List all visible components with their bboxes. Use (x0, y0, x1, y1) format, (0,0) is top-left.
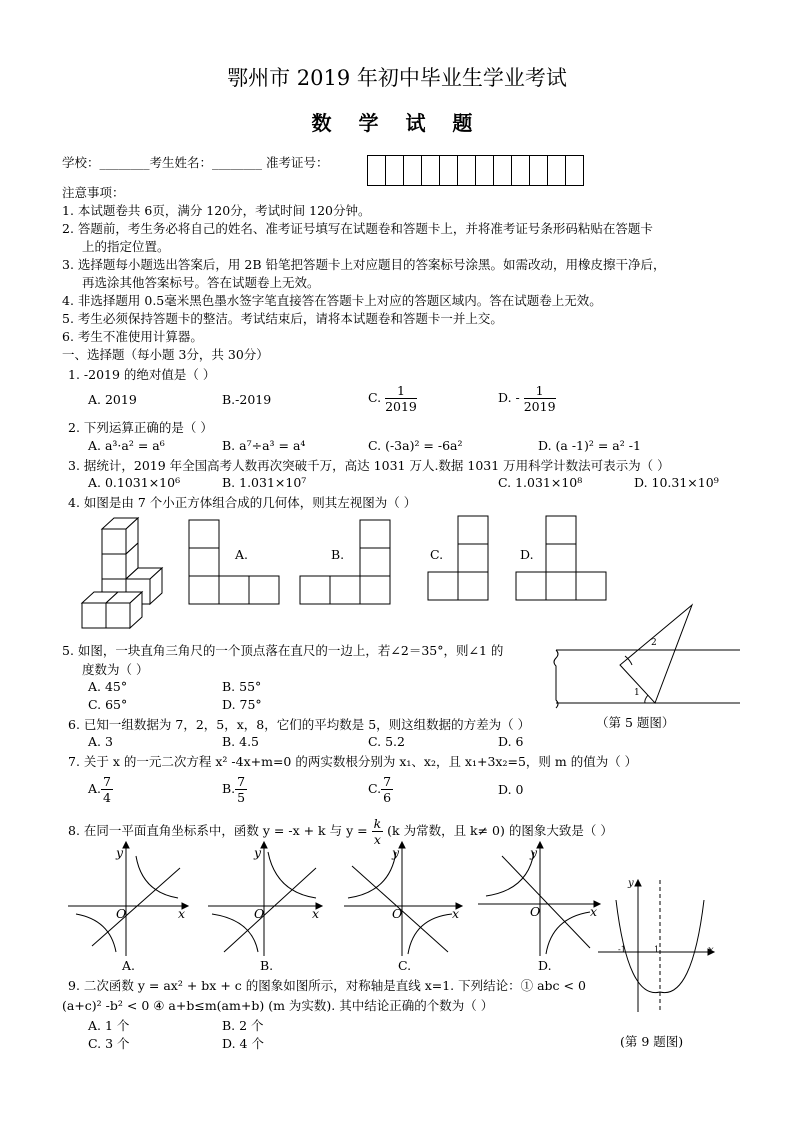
q4-option-c: C. (430, 547, 444, 562)
q8-label-b: B. (260, 958, 274, 973)
q2-option-b: B. a⁷÷a³ = a⁴ (222, 438, 306, 453)
q1-option-d: D. - $\frac{1}{2019}$ (498, 383, 556, 414)
q7-option-d: D. 0 (498, 782, 524, 797)
q9-option-b: B. 2 个 (222, 1018, 264, 1033)
q9-option-c: C. 3 个 (88, 1036, 130, 1051)
q2-option-a: A. a³·a² = a⁶ (88, 438, 165, 453)
q5-option-b: B. 55° (222, 679, 262, 694)
note-4: 4. 非选择题用 0.5毫米黑色墨水签字笔直接答在答题卡上对应的答题区域内。答在试题卷上无效。 (62, 293, 602, 308)
section-heading: 一、选择题（每小题 3分，共 30分） (62, 347, 269, 362)
q3-option-b: B. 1.031×10⁷ (222, 475, 307, 490)
q3-option-a: A. 0.1031×10⁶ (88, 475, 181, 490)
note-2: 2. 答题前，考生务必将自己的姓名、准考证号填写在试题卷和答题卡上，并将准考证号条形码粘贴在答题卡 (62, 221, 653, 236)
q8-label-c: C. (398, 958, 412, 973)
q4-stem: 4. 如图是由 7 个小正方体组合成的几何体，则其左视图为（ ） (68, 495, 417, 510)
q9-axis-y: y (628, 878, 634, 889)
q8-c-origin: O (392, 906, 403, 921)
note-3: 3. 选择题每小题选出答案后，用 2B 铅笔把答题卡上对应题目的答案标号涂黑。如需改动，用橡皮擦干净后， (62, 257, 666, 272)
q8-label-d: D. (538, 958, 552, 973)
q9-axis-x: x (708, 945, 714, 956)
q9-stem-cont: (a+c)² -b² < 0 ④ a+b≤m(am+b) (m 为实数). 其中结论正确的个数为（ ） (62, 998, 494, 1013)
q8-label-a: A. (122, 958, 136, 973)
q7-stem: 7. 关于 x 的一元二次方程 x² -4x+m=0 的两实数根分别为 x₁、x₂，且 x₁+3x₂=5，则 m 的值为（ ） (68, 754, 638, 769)
q8-graph-c (344, 842, 462, 956)
q4-option-b: B. (331, 547, 345, 562)
q2-stem: 2. 下列运算正确的是（ ） (68, 420, 213, 435)
q1-option-c: C. $\frac{1}{2019}$ (368, 383, 417, 414)
q8-a-axis-y: y (116, 845, 124, 860)
q5-option-a: A. 45° (88, 679, 128, 694)
q4-option-d: D. (520, 547, 534, 562)
q8-graph-b (208, 842, 322, 956)
q9-caption: (第 9 题图) (620, 1034, 684, 1049)
note-5: 5. 考生必须保持答题卡的整洁。考试结束后，请将本试题卷和答题卡一并上交。 (62, 311, 503, 326)
q5-option-d: D. 75° (222, 697, 262, 712)
q9-tick-neg1: -1 (618, 945, 626, 954)
q5-stem: 5. 如图，一块直角三角尺的一个顶点落在直尺的一边上，若∠2＝35°，则∠1 的 (62, 643, 504, 658)
note-6: 6. 考生不准使用计算器。 (62, 329, 203, 344)
student-info-label: 学校：________考生姓名：________ 准考证号： (62, 155, 329, 170)
q5-stem-cont: 度数为（ ） (82, 662, 149, 677)
q3-option-c: C. 1.031×10⁸ (498, 475, 583, 490)
q8-graph-d (478, 842, 600, 956)
q4-option-b-figure (300, 520, 390, 604)
note-1: 1. 本试题卷共 6页，满分 120分，考试时间 120分钟。 (62, 203, 371, 218)
notes-heading: 注意事项： (62, 185, 125, 200)
q6-option-a: A. 3 (88, 734, 113, 749)
q3-option-d: D. 10.31×10⁹ (634, 475, 719, 490)
q9-stem: 9. 二次函数 y = ax² + bx + c 的图象如图所示，对称轴是直线 x=1. 下列结论：① abc < 0 (68, 978, 586, 993)
q2-option-c: C. (-3a)² = -6a² (368, 438, 463, 453)
q8-d-origin: O (530, 904, 541, 919)
q8-d-axis-y: y (530, 845, 538, 860)
q1-option-a: A. 2019 (88, 392, 137, 407)
q8-stem: 8. 在同一平面直角坐标系中，函数 y = -x + k 与 y = $\frac{k}{x}$ (k 为常数，且 k≠ 0) 的图象大致是（ ） (68, 816, 613, 847)
q8-b-origin: O (254, 906, 265, 921)
q6-option-b: B. 4.5 (222, 734, 260, 749)
q2-option-d: D. (a -1)² = a² -1 (538, 438, 641, 453)
q9-option-d: D. 4 个 (222, 1036, 264, 1051)
q8-d-axis-x: x (590, 904, 598, 919)
q8-b-axis-y: y (254, 845, 262, 860)
q8-graph-a (68, 842, 188, 956)
q5-angle-2-label: 2 (651, 638, 657, 648)
exam-subtitle: 数 学 试 题 (311, 111, 483, 135)
q5-caption: （第 5 题图） (596, 715, 675, 730)
q4-solid-figure (82, 518, 162, 628)
q5-figure (554, 605, 740, 708)
q8-a-origin: O (116, 906, 127, 921)
q9-option-a: A. 1 个 (88, 1018, 130, 1033)
q8-c-axis-x: x (452, 906, 460, 921)
q8-c-axis-y: y (392, 845, 400, 860)
q7-option-b: B. $\frac{7}{5}$ (222, 774, 246, 805)
q7-option-a: A. $\frac{7}{4}$ (88, 774, 111, 805)
q8-b-axis-x: x (312, 906, 320, 921)
q4-option-a: A. (235, 547, 249, 562)
q6-stem: 6. 已知一组数据为 7，2，5，x，8，它们的平均数是 5，则这组数据的方差为（ ） (68, 717, 531, 732)
q4-option-a-figure (189, 520, 279, 604)
q1-option-b: B.-2019 (222, 392, 272, 407)
q1-stem: 1. -2019 的绝对值是（ ） (68, 367, 216, 382)
q3-stem: 3. 据统计，2019 年全国高考人数再次突破千万，高达 1031 万人.数据 1031 万用科学计数法可表示为（ ） (68, 458, 670, 473)
note-3-cont: 再选涂其他答案标号。答在试题卷上无效。 (82, 275, 320, 290)
exam-title: 鄂州市 2019 年初中毕业生学业考试 (227, 66, 567, 90)
note-2-cont: 上的指定位置。 (82, 239, 170, 254)
q6-option-d: D. 6 (498, 734, 524, 749)
q5-option-c: C. 65° (88, 697, 128, 712)
q5-angle-1-label: 1 (634, 688, 640, 698)
q6-option-c: C. 5.2 (368, 734, 405, 749)
q8-a-axis-x: x (178, 906, 186, 921)
q9-tick-1: 1 (654, 945, 660, 954)
q7-option-c: C. $\frac{7}{6}$ (368, 774, 392, 805)
